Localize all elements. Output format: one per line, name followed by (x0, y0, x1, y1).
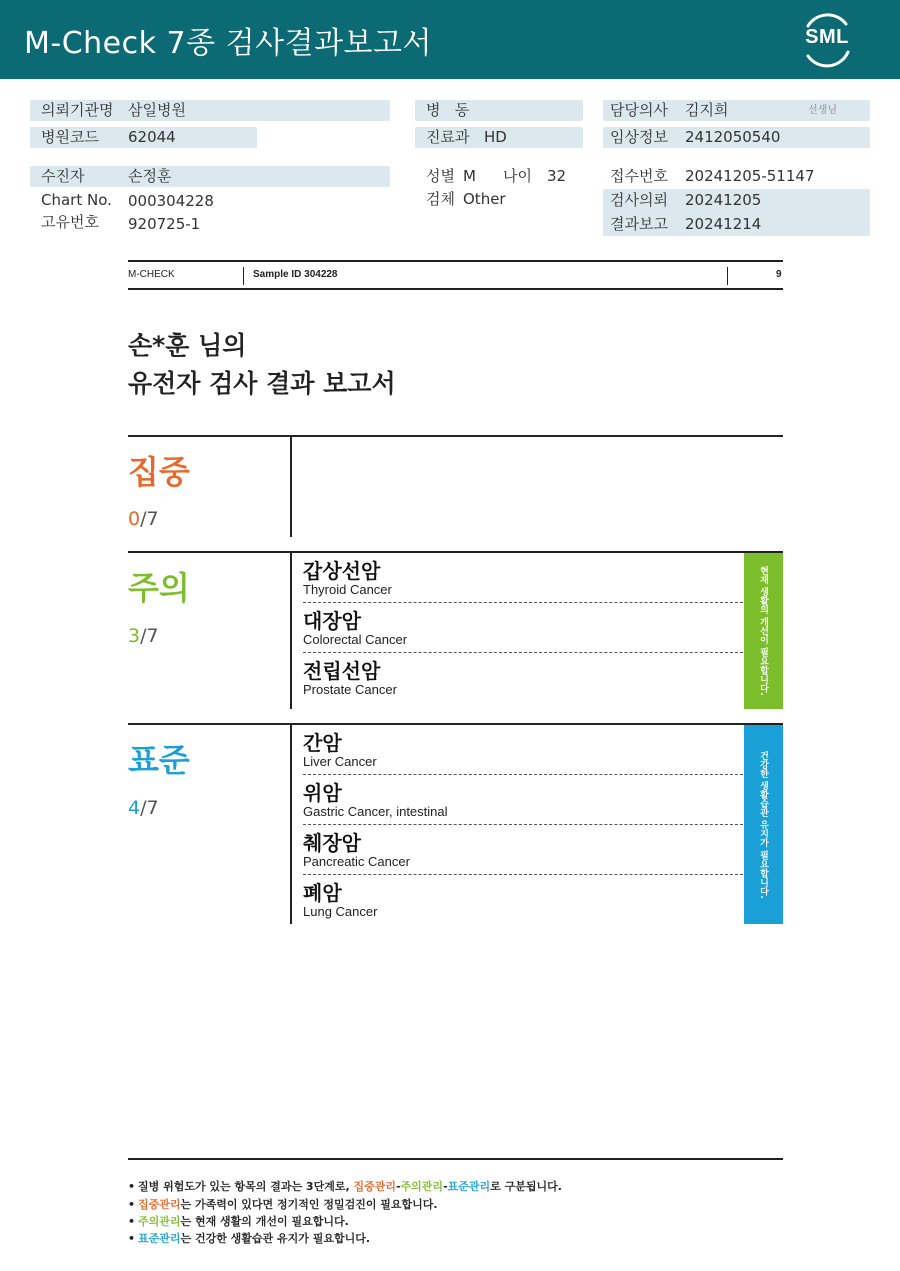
specimen-value: Other (463, 190, 506, 208)
risk-item-korean: 간암 (303, 731, 342, 755)
risk-item-english: Liver Cancer (303, 754, 377, 769)
unique-no-label: 고유번호 (41, 213, 99, 231)
sample-id: Sample ID 304228 (253, 269, 338, 280)
risk-item-english: Pancreatic Cancer (303, 854, 410, 869)
sample-id-bar (128, 260, 783, 290)
section-divider (290, 553, 292, 709)
sml-logo (796, 10, 858, 68)
department-label: 진료과 (426, 128, 470, 146)
chart-no-value: 000304228 (128, 192, 214, 210)
section-standard-name: 표준 (128, 741, 190, 779)
risk-item-english: Prostate Cancer (303, 682, 397, 697)
risk-item-korean: 대장암 (303, 609, 361, 633)
risk-item-korean: 췌장암 (303, 831, 361, 855)
focus-count-value: 0 (128, 508, 141, 530)
risk-item-korean: 갑상선암 (303, 559, 381, 583)
risk-item (303, 725, 743, 775)
note1-separator: - (395, 1180, 401, 1193)
hospital-code-label: 병원코드 (41, 128, 99, 146)
footer-note-2 (128, 1196, 438, 1212)
risk-item (303, 775, 743, 825)
section-divider (290, 725, 292, 924)
note2-term: 집중관리 (138, 1198, 181, 1211)
bullet: • (128, 1232, 136, 1245)
note1-caution-term: 주의관리 (400, 1180, 444, 1193)
risk-item-korean: 폐암 (303, 881, 342, 905)
patient-label: 수진자 (41, 167, 85, 185)
risk-item (303, 603, 743, 653)
request-date-value: 20241205 (685, 191, 762, 209)
section-standard (128, 723, 783, 924)
caution-count-value: 3 (128, 625, 141, 647)
standard-side-banner (744, 725, 783, 924)
section-focus-name: 집중 (128, 453, 190, 491)
risk-item-english: Lung Cancer (303, 904, 378, 919)
note1-prefix: 질병 위험도가 있는 항목의 결과는 3단계로, (138, 1180, 354, 1193)
note1-separator: - (443, 1180, 448, 1193)
section-focus-count (128, 508, 159, 530)
section-focus (128, 435, 783, 537)
department-value: HD (484, 128, 507, 146)
footer-note-1 (128, 1178, 562, 1194)
caution-count-total: /7 (140, 625, 159, 647)
patient-value: 손정훈 (128, 167, 172, 185)
risk-item-english: Thyroid Cancer (303, 582, 392, 597)
footer-note-3 (128, 1213, 349, 1229)
risk-item-korean: 전립선암 (303, 659, 381, 683)
sex-value: M (463, 167, 476, 185)
risk-item-korean: 위암 (303, 781, 342, 805)
clinical-info-label: 임상정보 (610, 128, 668, 146)
report-date-label: 결과보고 (610, 215, 668, 233)
risk-item (303, 825, 743, 875)
bullet: • (128, 1198, 136, 1211)
specimen-label: 검체 (426, 190, 455, 208)
report-date-value: 20241214 (685, 215, 762, 233)
unique-no-value: 920725-1 (128, 215, 201, 233)
risk-item-english: Colorectal Cancer (303, 632, 408, 647)
risk-item-english: Gastric Cancer, intestinal (303, 804, 448, 819)
sample-bar-divider (727, 267, 728, 285)
note3-term: 주의관리 (138, 1215, 181, 1228)
note1-suffix: 로 구분됩니다. (490, 1180, 562, 1193)
standard-side-text: 건강한 생활습관 유지가 필요합니다. (758, 750, 768, 899)
caution-side-text: 현재 생활의 개선이 필요합니다. (758, 566, 768, 696)
report-title-line2: 유전자 검사 결과 보고서 (128, 369, 396, 398)
risk-item (303, 653, 743, 703)
institution-value: 삼일병원 (128, 101, 186, 119)
section-caution (128, 551, 783, 709)
note1-focus-term: 집중관리 (353, 1180, 396, 1193)
bullet: • (128, 1180, 136, 1193)
note1-standard-term: 표준관리 (447, 1180, 491, 1193)
focus-count-total: /7 (140, 508, 159, 530)
age-value: 32 (547, 167, 567, 185)
sex-label: 성별 (426, 167, 455, 185)
report-header (0, 0, 900, 79)
age-label: 나이 (503, 167, 532, 185)
bullet: • (128, 1215, 136, 1228)
note2-text: 는 가족력이 있다면 정기적인 정밀검진이 필요합니다. (180, 1198, 438, 1211)
doctor-value: 김지희 (685, 101, 729, 119)
doctor-suffix: 선생님 (808, 105, 837, 116)
sample-bar-divider (243, 267, 244, 285)
standard-count-value: 4 (128, 797, 141, 819)
section-caution-count (128, 625, 159, 647)
receipt-no-value: 20241205-51147 (685, 167, 815, 185)
note4-text: 는 건강한 생활습관 유지가 필요합니다. (180, 1232, 371, 1245)
hospital-code-value: 62044 (128, 128, 176, 146)
risk-item (303, 553, 743, 603)
request-date-label: 검사의뢰 (610, 191, 668, 209)
receipt-no-label: 접수번호 (610, 167, 668, 185)
institution-label: 의뢰기관명 (41, 101, 114, 119)
note4-term: 표준관리 (138, 1232, 181, 1245)
report-header-title: M-Check 7종 검사결과보고서 (24, 26, 432, 61)
section-divider (290, 437, 292, 537)
standard-count-total: /7 (140, 797, 159, 819)
chart-no-label: Chart No. (41, 191, 112, 209)
sml-logo-text: SML (805, 26, 849, 48)
footer-divider (128, 1158, 783, 1160)
footer-note-4 (128, 1230, 370, 1246)
clinical-info-value: 2412050540 (685, 128, 781, 146)
doctor-label: 담당의사 (610, 101, 668, 119)
section-caution-name: 주의 (128, 569, 190, 607)
page-number: 9 (776, 269, 782, 280)
mcheck-label: M-CHECK (128, 269, 175, 280)
risk-item (303, 875, 743, 925)
report-title-line1: 손*훈 님의 (128, 331, 247, 360)
caution-side-banner (744, 553, 783, 709)
section-standard-count (128, 797, 159, 819)
ward-label: 병 동 (426, 101, 470, 119)
note3-text: 는 현재 생활의 개선이 필요합니다. (180, 1215, 349, 1228)
